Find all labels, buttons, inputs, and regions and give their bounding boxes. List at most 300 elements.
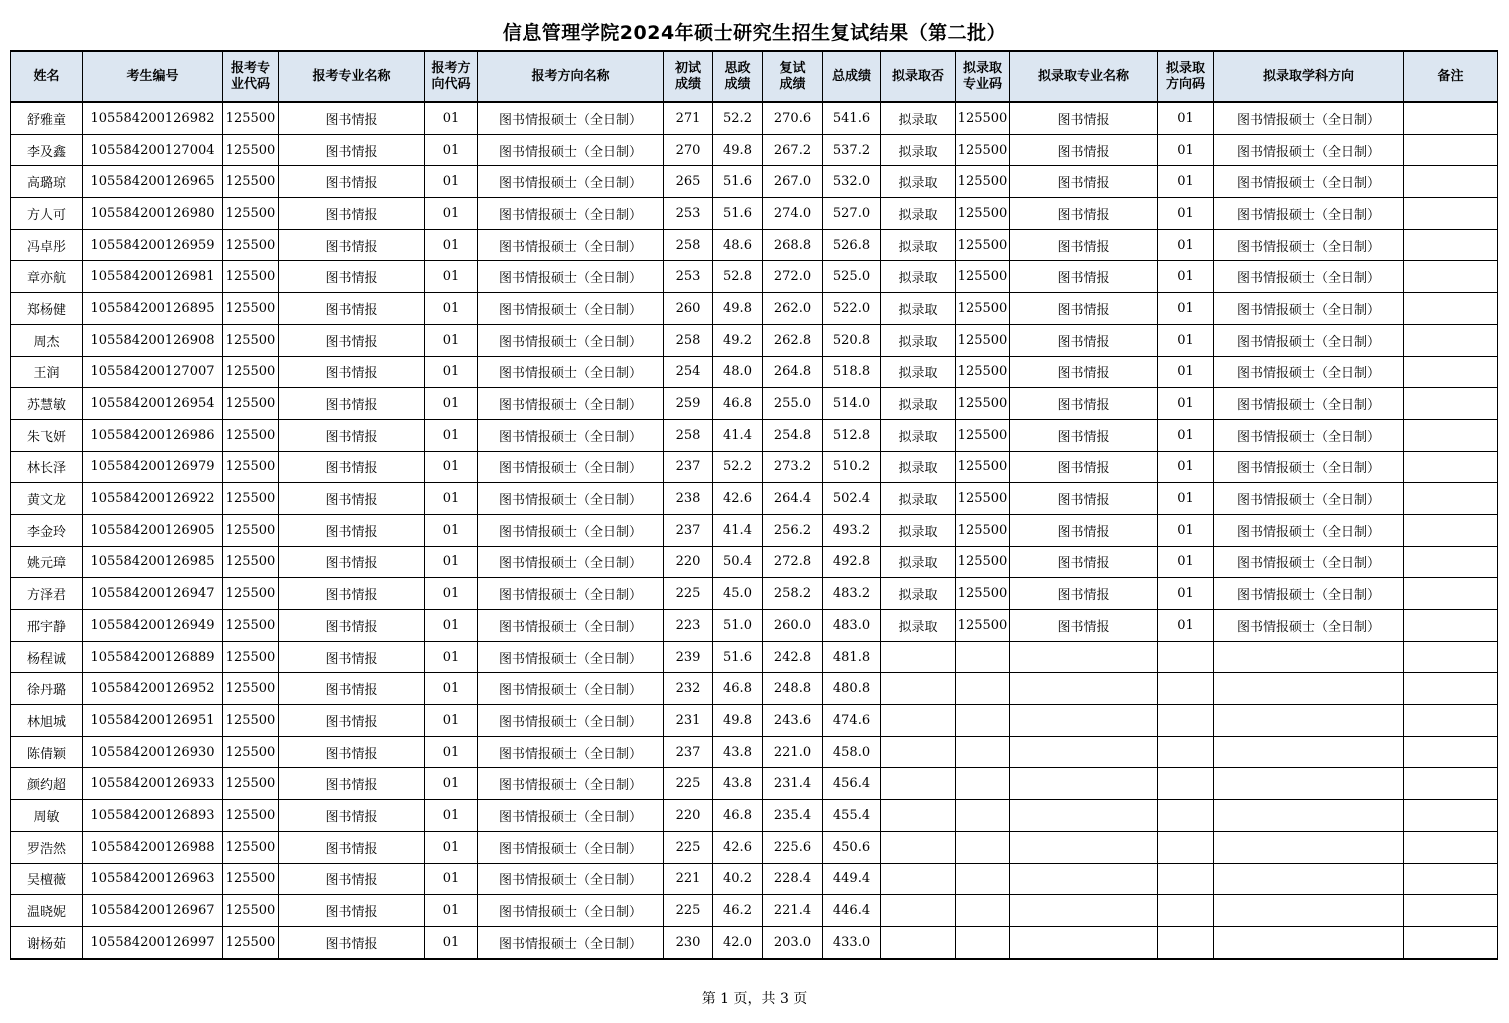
cell-remarks — [1404, 768, 1498, 800]
cell-admit-major-name: 图书情报 — [1010, 356, 1158, 388]
cell-admit-direction: 图书情报硕士（全日制） — [1214, 324, 1404, 356]
cell-major-code: 125500 — [223, 863, 279, 895]
cell-admit-major-code — [956, 705, 1010, 737]
cell-initial-score: 223 — [664, 610, 713, 642]
cell-admit-major-name: 图书情报 — [1010, 578, 1158, 610]
cell-admit-direction — [1214, 768, 1404, 800]
col-header-line: 备注 — [1437, 68, 1464, 84]
cell-retest-score: 268.8 — [763, 229, 823, 261]
cell-remarks — [1404, 578, 1498, 610]
table-row — [11, 293, 1498, 325]
cell-admit-direction — [1214, 641, 1404, 673]
cell-admit-major-code: 125500 — [956, 198, 1010, 230]
cell-admit-major-code: 125500 — [956, 483, 1010, 515]
cell-admit-major-code: 125500 — [956, 324, 1010, 356]
cell-admit-major-name: 图书情报 — [1010, 261, 1158, 293]
cell-major-name: 图书情报 — [279, 102, 425, 134]
cell-admit-direction: 图书情报硕士（全日制） — [1214, 102, 1404, 134]
cell-admit-major-name: 图书情报 — [1010, 198, 1158, 230]
cell-admission-status: 拟录取 — [881, 578, 956, 610]
cell-admit-major-code: 125500 — [956, 419, 1010, 451]
cell-politics-score: 42.0 — [713, 926, 763, 958]
col-header-admit-direction-code — [1158, 51, 1214, 102]
cell-candidate-id: 105584200126986 — [83, 419, 223, 451]
cell-major-code: 125500 — [223, 419, 279, 451]
cell-total-score: 449.4 — [823, 863, 881, 895]
cell-admit-major-name — [1010, 641, 1158, 673]
cell-retest-score: 260.0 — [763, 610, 823, 642]
cell-direction-code: 01 — [425, 800, 478, 832]
cell-admit-direction: 图书情报硕士（全日制） — [1214, 483, 1404, 515]
cell-admit-major-code: 125500 — [956, 546, 1010, 578]
cell-retest-score: 228.4 — [763, 863, 823, 895]
cell-initial-score: 231 — [664, 705, 713, 737]
cell-admit-direction: 图书情报硕士（全日制） — [1214, 578, 1404, 610]
cell-major-code: 125500 — [223, 483, 279, 515]
cell-admit-direction: 图书情报硕士（全日制） — [1214, 198, 1404, 230]
cell-politics-score: 49.8 — [713, 293, 763, 325]
cell-admit-direction-code: 01 — [1158, 388, 1214, 420]
cell-major-code: 125500 — [223, 229, 279, 261]
cell-remarks — [1404, 926, 1498, 958]
col-header-line: 拟录取否 — [891, 68, 944, 84]
cell-total-score: 480.8 — [823, 673, 881, 705]
cell-major-code: 125500 — [223, 641, 279, 673]
header-row — [11, 51, 1498, 102]
cell-initial-score: 220 — [664, 546, 713, 578]
cell-major-name: 图书情报 — [279, 800, 425, 832]
cell-major-name: 图书情报 — [279, 356, 425, 388]
cell-admission-status: 拟录取 — [881, 419, 956, 451]
cell-admission-status: 拟录取 — [881, 356, 956, 388]
cell-name: 朱飞妍 — [11, 419, 83, 451]
cell-admission-status: 拟录取 — [881, 102, 956, 134]
cell-retest-score: 274.0 — [763, 198, 823, 230]
cell-major-name: 图书情报 — [279, 895, 425, 927]
cell-politics-score: 52.8 — [713, 261, 763, 293]
cell-direction-code: 01 — [425, 134, 478, 166]
table-row — [11, 261, 1498, 293]
cell-admit-major-code — [956, 768, 1010, 800]
cell-major-code: 125500 — [223, 768, 279, 800]
cell-major-name: 图书情报 — [279, 229, 425, 261]
table-row — [11, 895, 1498, 927]
cell-direction-code: 01 — [425, 293, 478, 325]
cell-admit-major-code: 125500 — [956, 293, 1010, 325]
cell-direction-name: 图书情报硕士（全日制） — [478, 102, 664, 134]
cell-candidate-id: 105584200127007 — [83, 356, 223, 388]
cell-direction-name: 图书情报硕士（全日制） — [478, 926, 664, 958]
cell-admit-direction-code — [1158, 641, 1214, 673]
cell-direction-code: 01 — [425, 388, 478, 420]
cell-politics-score: 51.6 — [713, 198, 763, 230]
cell-major-code: 125500 — [223, 356, 279, 388]
cell-direction-name: 图书情报硕士（全日制） — [478, 863, 664, 895]
cell-initial-score: 258 — [664, 419, 713, 451]
cell-admit-major-code — [956, 926, 1010, 958]
cell-admission-status: 拟录取 — [881, 514, 956, 546]
cell-admit-major-name: 图书情报 — [1010, 166, 1158, 198]
cell-admit-direction-code — [1158, 768, 1214, 800]
cell-politics-score: 46.8 — [713, 673, 763, 705]
cell-major-name: 图书情报 — [279, 134, 425, 166]
cell-admit-direction: 图书情报硕士（全日制） — [1214, 261, 1404, 293]
col-header-line: 成绩 — [779, 76, 806, 92]
cell-direction-name: 图书情报硕士（全日制） — [478, 166, 664, 198]
cell-name: 方泽君 — [11, 578, 83, 610]
cell-admission-status: 拟录取 — [881, 546, 956, 578]
table-row — [11, 451, 1498, 483]
cell-candidate-id: 105584200126981 — [83, 261, 223, 293]
cell-major-code: 125500 — [223, 800, 279, 832]
col-header-direction-name — [478, 51, 664, 102]
cell-major-code: 125500 — [223, 261, 279, 293]
cell-direction-code: 01 — [425, 102, 478, 134]
cell-major-code: 125500 — [223, 926, 279, 958]
cell-name: 王润 — [11, 356, 83, 388]
cell-major-name: 图书情报 — [279, 831, 425, 863]
cell-admit-major-code — [956, 863, 1010, 895]
cell-admit-direction — [1214, 800, 1404, 832]
cell-total-score: 541.6 — [823, 102, 881, 134]
cell-admit-direction-code: 01 — [1158, 293, 1214, 325]
cell-total-score: 433.0 — [823, 926, 881, 958]
cell-name: 方人可 — [11, 198, 83, 230]
cell-total-score: 455.4 — [823, 800, 881, 832]
cell-initial-score: 221 — [664, 863, 713, 895]
cell-admission-status — [881, 705, 956, 737]
cell-candidate-id: 105584200126933 — [83, 768, 223, 800]
table-row — [11, 134, 1498, 166]
cell-admit-direction-code: 01 — [1158, 451, 1214, 483]
cell-admit-direction-code: 01 — [1158, 419, 1214, 451]
cell-politics-score: 50.4 — [713, 546, 763, 578]
cell-admit-major-code: 125500 — [956, 356, 1010, 388]
cell-admit-major-name — [1010, 768, 1158, 800]
cell-total-score: 493.2 — [823, 514, 881, 546]
cell-direction-name: 图书情报硕士（全日制） — [478, 483, 664, 515]
cell-direction-name: 图书情报硕士（全日制） — [478, 578, 664, 610]
cell-major-code: 125500 — [223, 451, 279, 483]
cell-admit-direction-code — [1158, 926, 1214, 958]
cell-direction-name: 图书情报硕士（全日制） — [478, 388, 664, 420]
col-header-politics-score — [713, 51, 763, 102]
cell-admission-status: 拟录取 — [881, 261, 956, 293]
cell-retest-score: 231.4 — [763, 768, 823, 800]
cell-politics-score: 41.4 — [713, 514, 763, 546]
cell-direction-name: 图书情报硕士（全日制） — [478, 641, 664, 673]
table-row — [11, 324, 1498, 356]
col-header-name — [11, 51, 83, 102]
col-header-line: 专业码 — [962, 76, 1002, 92]
cell-total-score: 520.8 — [823, 324, 881, 356]
cell-total-score: 532.0 — [823, 166, 881, 198]
cell-politics-score: 45.0 — [713, 578, 763, 610]
cell-admit-major-name: 图书情报 — [1010, 229, 1158, 261]
cell-name: 苏慧敏 — [11, 388, 83, 420]
cell-politics-score: 46.8 — [713, 800, 763, 832]
cell-admit-major-code: 125500 — [956, 610, 1010, 642]
cell-admit-major-name: 图书情报 — [1010, 102, 1158, 134]
cell-remarks — [1404, 102, 1498, 134]
cell-name: 林旭城 — [11, 705, 83, 737]
cell-major-code: 125500 — [223, 324, 279, 356]
cell-major-code: 125500 — [223, 293, 279, 325]
cell-politics-score: 48.6 — [713, 229, 763, 261]
cell-direction-name: 图书情报硕士（全日制） — [478, 800, 664, 832]
cell-total-score: 483.2 — [823, 578, 881, 610]
cell-total-score: 522.0 — [823, 293, 881, 325]
cell-admit-direction-code: 01 — [1158, 261, 1214, 293]
cell-direction-code: 01 — [425, 926, 478, 958]
cell-admit-major-name — [1010, 673, 1158, 705]
cell-direction-code: 01 — [425, 705, 478, 737]
col-header-line: 成绩 — [674, 76, 701, 92]
cell-admit-major-code: 125500 — [956, 514, 1010, 546]
cell-remarks — [1404, 863, 1498, 895]
cell-admission-status — [881, 768, 956, 800]
cell-direction-name: 图书情报硕士（全日制） — [478, 546, 664, 578]
cell-initial-score: 225 — [664, 768, 713, 800]
cell-candidate-id: 105584200126959 — [83, 229, 223, 261]
cell-admit-direction — [1214, 705, 1404, 737]
cell-initial-score: 238 — [664, 483, 713, 515]
col-header-admission-status — [881, 51, 956, 102]
cell-major-name: 图书情报 — [279, 166, 425, 198]
col-header-line: 思政 — [724, 60, 751, 76]
col-header-line: 复试 — [779, 60, 806, 76]
cell-admit-major-name: 图书情报 — [1010, 514, 1158, 546]
cell-retest-score: 254.8 — [763, 419, 823, 451]
cell-admit-direction-code: 01 — [1158, 102, 1214, 134]
cell-name: 李金玲 — [11, 514, 83, 546]
cell-admit-major-code — [956, 736, 1010, 768]
cell-name: 邢宇静 — [11, 610, 83, 642]
cell-total-score: 456.4 — [823, 768, 881, 800]
cell-remarks — [1404, 419, 1498, 451]
col-header-candidate-id — [83, 51, 223, 102]
cell-total-score: 458.0 — [823, 736, 881, 768]
cell-initial-score: 271 — [664, 102, 713, 134]
cell-total-score: 526.8 — [823, 229, 881, 261]
col-header-admit-major-code — [956, 51, 1010, 102]
cell-name: 周敏 — [11, 800, 83, 832]
table-row — [11, 610, 1498, 642]
cell-initial-score: 270 — [664, 134, 713, 166]
cell-admit-direction-code: 01 — [1158, 483, 1214, 515]
cell-admit-major-name — [1010, 926, 1158, 958]
cell-politics-score: 48.0 — [713, 356, 763, 388]
cell-direction-name: 图书情报硕士（全日制） — [478, 293, 664, 325]
cell-major-code: 125500 — [223, 514, 279, 546]
cell-admit-direction-code: 01 — [1158, 324, 1214, 356]
cell-admit-direction — [1214, 895, 1404, 927]
cell-retest-score: 203.0 — [763, 926, 823, 958]
cell-remarks — [1404, 166, 1498, 198]
cell-major-code: 125500 — [223, 134, 279, 166]
cell-admit-direction-code: 01 — [1158, 198, 1214, 230]
cell-admit-major-code: 125500 — [956, 388, 1010, 420]
cell-name: 舒雅童 — [11, 102, 83, 134]
cell-admission-status — [881, 736, 956, 768]
cell-initial-score: 230 — [664, 926, 713, 958]
cell-remarks — [1404, 514, 1498, 546]
col-header-line: 向代码 — [431, 76, 471, 92]
col-header-retest-score — [763, 51, 823, 102]
cell-remarks — [1404, 673, 1498, 705]
cell-major-name: 图书情报 — [279, 514, 425, 546]
cell-admission-status — [881, 895, 956, 927]
cell-initial-score: 239 — [664, 641, 713, 673]
cell-total-score: 481.8 — [823, 641, 881, 673]
cell-direction-name: 图书情报硕士（全日制） — [478, 705, 664, 737]
cell-admit-direction: 图书情报硕士（全日制） — [1214, 610, 1404, 642]
cell-major-name: 图书情报 — [279, 293, 425, 325]
cell-politics-score: 41.4 — [713, 419, 763, 451]
cell-admit-major-code — [956, 641, 1010, 673]
cell-direction-code: 01 — [425, 641, 478, 673]
cell-initial-score: 254 — [664, 356, 713, 388]
cell-admit-direction-code: 01 — [1158, 166, 1214, 198]
cell-admit-direction-code: 01 — [1158, 610, 1214, 642]
cell-initial-score: 259 — [664, 388, 713, 420]
cell-admit-direction-code: 01 — [1158, 514, 1214, 546]
cell-major-name: 图书情报 — [279, 768, 425, 800]
cell-direction-code: 01 — [425, 578, 478, 610]
cell-major-code: 125500 — [223, 166, 279, 198]
cell-remarks — [1404, 610, 1498, 642]
table-row — [11, 229, 1498, 261]
cell-admission-status: 拟录取 — [881, 451, 956, 483]
cell-politics-score: 42.6 — [713, 831, 763, 863]
cell-candidate-id: 105584200126889 — [83, 641, 223, 673]
cell-direction-name: 图书情报硕士（全日制） — [478, 514, 664, 546]
cell-total-score: 502.4 — [823, 483, 881, 515]
cell-remarks — [1404, 134, 1498, 166]
cell-retest-score: 262.8 — [763, 324, 823, 356]
cell-initial-score: 225 — [664, 895, 713, 927]
cell-admit-major-name: 图书情报 — [1010, 293, 1158, 325]
cell-admit-direction — [1214, 736, 1404, 768]
cell-major-name: 图书情报 — [279, 736, 425, 768]
cell-retest-score: 272.0 — [763, 261, 823, 293]
cell-politics-score: 43.8 — [713, 736, 763, 768]
cell-admit-direction-code — [1158, 863, 1214, 895]
cell-direction-code: 01 — [425, 895, 478, 927]
table-row — [11, 831, 1498, 863]
cell-admit-major-code: 125500 — [956, 102, 1010, 134]
cell-retest-score: 272.8 — [763, 546, 823, 578]
cell-admit-major-code — [956, 831, 1010, 863]
cell-admit-major-name: 图书情报 — [1010, 419, 1158, 451]
cell-admit-major-name: 图书情报 — [1010, 610, 1158, 642]
cell-politics-score: 46.2 — [713, 895, 763, 927]
cell-remarks — [1404, 356, 1498, 388]
cell-remarks — [1404, 293, 1498, 325]
cell-politics-score: 51.6 — [713, 641, 763, 673]
cell-admission-status — [881, 641, 956, 673]
cell-admit-major-name: 图书情报 — [1010, 324, 1158, 356]
cell-admit-major-name: 图书情报 — [1010, 546, 1158, 578]
col-header-line: 报考方 — [431, 60, 471, 76]
col-header-line: 拟录取学科方向 — [1262, 68, 1354, 84]
cell-candidate-id: 105584200126982 — [83, 102, 223, 134]
cell-major-code: 125500 — [223, 546, 279, 578]
col-header-line: 方向码 — [1165, 76, 1205, 92]
cell-name: 姚元璋 — [11, 546, 83, 578]
cell-name: 冯卓彤 — [11, 229, 83, 261]
cell-major-name: 图书情报 — [279, 419, 425, 451]
cell-remarks — [1404, 324, 1498, 356]
cell-remarks — [1404, 261, 1498, 293]
cell-total-score: 525.0 — [823, 261, 881, 293]
cell-admit-major-code: 125500 — [956, 166, 1010, 198]
cell-total-score: 450.6 — [823, 831, 881, 863]
cell-major-name: 图书情报 — [279, 483, 425, 515]
cell-name: 郑杨健 — [11, 293, 83, 325]
cell-admit-major-name — [1010, 895, 1158, 927]
col-header-line: 报考方向名称 — [531, 68, 610, 84]
cell-total-score: 474.6 — [823, 705, 881, 737]
cell-candidate-id: 105584200127004 — [83, 134, 223, 166]
results-table — [10, 50, 1498, 960]
cell-admit-major-code — [956, 800, 1010, 832]
cell-politics-score: 49.8 — [713, 134, 763, 166]
cell-major-code: 125500 — [223, 895, 279, 927]
cell-admit-direction-code — [1158, 705, 1214, 737]
cell-retest-score: 242.8 — [763, 641, 823, 673]
col-header-line: 拟录取 — [1165, 60, 1205, 76]
cell-name: 杨程诚 — [11, 641, 83, 673]
cell-initial-score: 265 — [664, 166, 713, 198]
cell-candidate-id: 105584200126963 — [83, 863, 223, 895]
col-header-admit-direction — [1214, 51, 1404, 102]
cell-major-name: 图书情报 — [279, 578, 425, 610]
cell-admit-direction: 图书情报硕士（全日制） — [1214, 514, 1404, 546]
table-row — [11, 388, 1498, 420]
cell-admit-major-name: 图书情报 — [1010, 388, 1158, 420]
cell-major-code: 125500 — [223, 198, 279, 230]
cell-major-name: 图书情报 — [279, 198, 425, 230]
cell-admission-status — [881, 831, 956, 863]
cell-initial-score: 220 — [664, 800, 713, 832]
cell-candidate-id: 105584200126997 — [83, 926, 223, 958]
page-footer: 第 1 页，共 3 页 — [701, 991, 808, 1007]
cell-direction-code: 01 — [425, 768, 478, 800]
cell-retest-score: 255.0 — [763, 388, 823, 420]
col-header-remarks — [1404, 51, 1498, 102]
cell-politics-score: 49.8 — [713, 705, 763, 737]
cell-initial-score: 258 — [664, 324, 713, 356]
table-row — [11, 578, 1498, 610]
cell-admit-major-name — [1010, 831, 1158, 863]
cell-major-code: 125500 — [223, 736, 279, 768]
cell-politics-score: 52.2 — [713, 102, 763, 134]
col-header-admit-major-name — [1010, 51, 1158, 102]
cell-admission-status: 拟录取 — [881, 198, 956, 230]
cell-direction-name: 图书情报硕士（全日制） — [478, 736, 664, 768]
cell-direction-name: 图书情报硕士（全日制） — [478, 419, 664, 451]
cell-direction-name: 图书情报硕士（全日制） — [478, 198, 664, 230]
cell-total-score: 537.2 — [823, 134, 881, 166]
page-title: 信息管理学院2024年硕士研究生招生复试结果（第二批） — [502, 22, 1007, 44]
cell-admission-status: 拟录取 — [881, 134, 956, 166]
cell-remarks — [1404, 388, 1498, 420]
cell-politics-score: 51.6 — [713, 166, 763, 198]
cell-major-name: 图书情报 — [279, 641, 425, 673]
cell-major-name: 图书情报 — [279, 673, 425, 705]
cell-name: 吴檀薇 — [11, 863, 83, 895]
